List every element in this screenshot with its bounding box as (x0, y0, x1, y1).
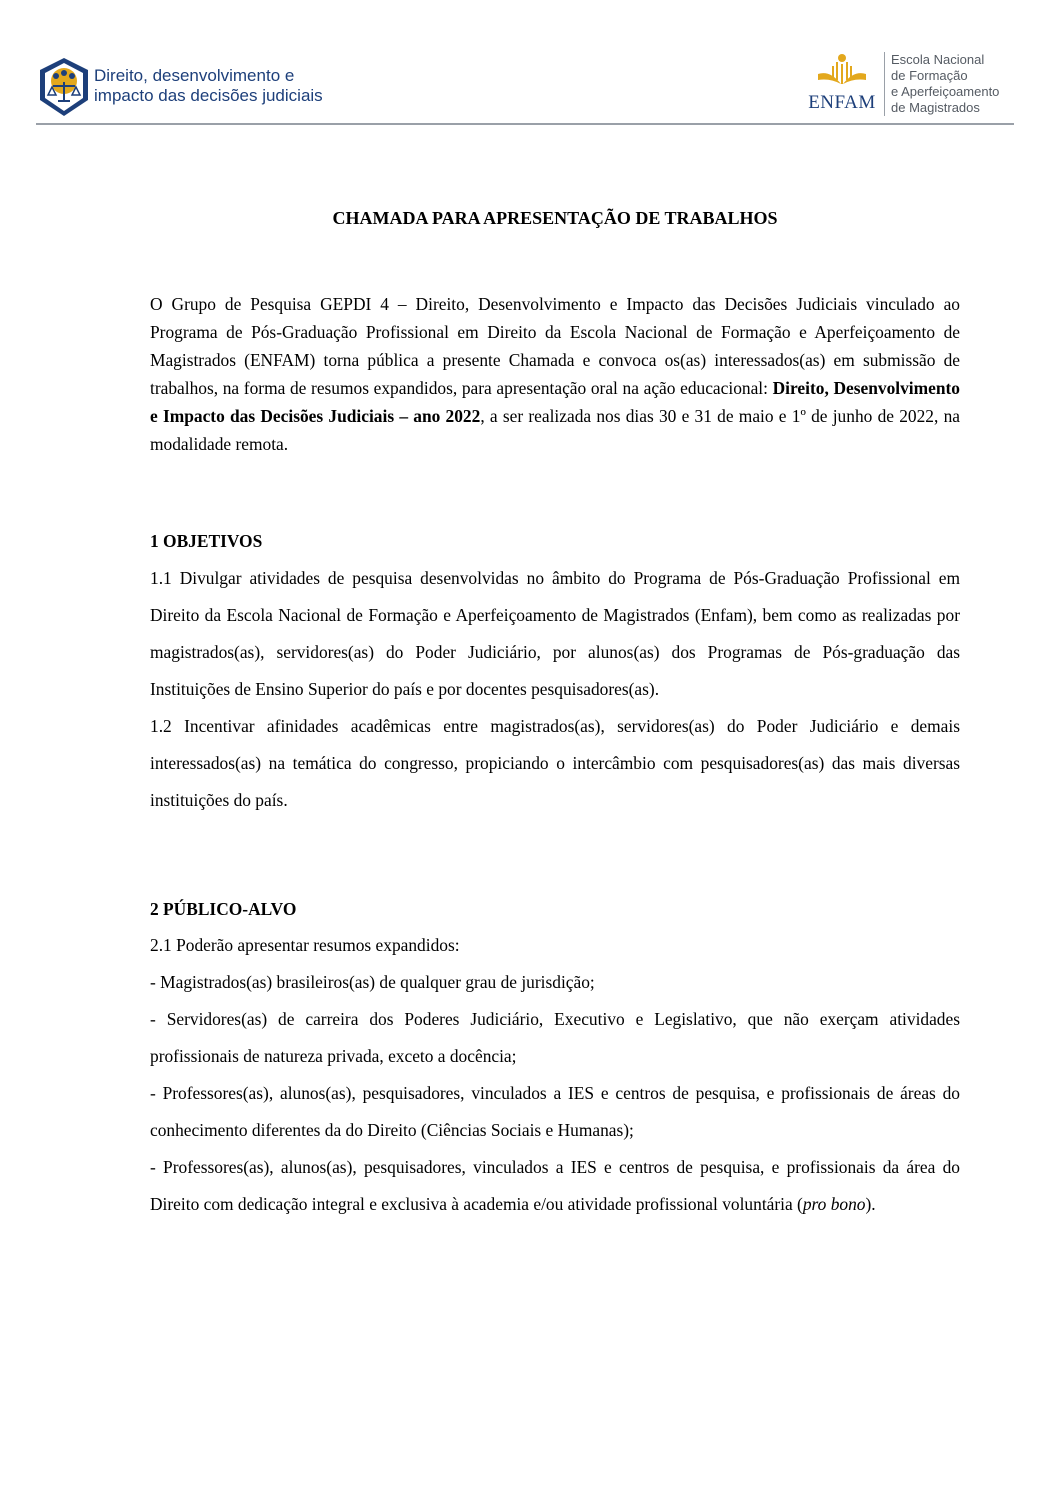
audience-item-law-area (150, 1149, 960, 1223)
enfam-text-line-4: de Magistrados (891, 100, 980, 115)
audience-item-magistrates: - Magistrados(as) brasileiros(as) de qualquer grau de jurisdição; (150, 972, 595, 992)
document-title: CHAMADA PARA APRESENTAÇÃO DE TRABALHOS (332, 208, 778, 228)
enfam-wordmark: ENFAM (808, 92, 876, 113)
section-2-body (150, 927, 960, 1223)
header-divider (36, 123, 1014, 125)
enfam-text-line-2: de Formação (891, 68, 968, 83)
objective-1-2: 1.2 Incentivar afinidades acadêmicas entre magistrados(as), servidores(as) do Poder Judiciário e demais interessados(as) na temática do congresso, propiciando o intercâmbio com pesquisadores(as) das mais diversas instituições do país. (150, 716, 960, 810)
audience-item-other-areas: - Professores(as), alunos(as), pesquisadores, vinculados a IES e centros de pesquisa, e profissionais de áreas do conhecimento diferentes da do Direito (Ciências Sociais e Humanas); (150, 1083, 960, 1140)
intro-text-start: O Grupo de Pesquisa GEPDI 4 – Direito, Desenvolvimento e Impacto das Decisões Judiciais vinculado ao Programa de Pós-Graduação Profissional em Direito da Escola Nacional de Formação e Aperfeiçoamento de Magistrados (ENFAM) torna pública a presente Chamada e convoca os(as) interessados(as) em submissão de trabalhos, na forma de resumos expandidos, para apresentação oral na ação educacional: (150, 294, 960, 398)
enfam-logo (806, 52, 878, 120)
pro-bono-term: pro bono (802, 1194, 866, 1214)
audience-law-text: - Professores(as), alunos(as), pesquisadores, vinculados a IES e centros de pesquisa, e profissionais da área do Direito com dedicação integral e exclusiva à academia e/ou atividade profissional voluntária ( (150, 1157, 960, 1214)
audience-intro: 2.1 Poderão apresentar resumos expandidos: (150, 935, 460, 955)
gepdi-logo-line-1: Direito, desenvolvimento e (94, 66, 295, 85)
page-header (36, 50, 1014, 125)
intro-paragraph (150, 290, 960, 458)
audience-item-servants: - Servidores(as) de carreira dos Poderes Judiciário, Executivo e Legislativo, que não exerçam atividades profissionais de natureza privada, exceto a docência; (150, 1009, 960, 1066)
audience-law-close: ). (865, 1194, 876, 1214)
gepdi-logo-line-2: impacto das decisões judiciais (94, 86, 323, 105)
objective-1-1: 1.1 Divulgar atividades de pesquisa desenvolvidas no âmbito do Programa de Pós-Graduação Profissional em Direito da Escola Nacional de Formação e Aperfeiçoamento de Magistrados (Enfam), bem como as realizadas por magistrados(as), servidores(as) do Poder Judiciário, por alunos(as) dos Programas de Pós-graduação das Instituições de Ensino Superior do país e por docentes pesquisadores(as). (150, 568, 960, 699)
section-2-heading: 2 PÚBLICO-ALVO (150, 899, 297, 919)
open-book-icon (812, 52, 872, 92)
logo-divider (884, 52, 885, 116)
enfam-text-line-1: Escola Nacional (891, 52, 985, 67)
gepdi-logo (36, 56, 92, 118)
intro-text-end: , a ser realizada nos dias 30 e 31 de maio e 1º de junho de 2022, na modalidade remota. (150, 406, 960, 454)
enfam-logo-text (891, 52, 999, 116)
scales-badge-icon (36, 56, 92, 118)
gepdi-logo-text (94, 66, 323, 106)
enfam-text-line-3: e Aperfeiçoamento (891, 84, 1000, 99)
section-1-body (150, 560, 960, 819)
event-name: Direito, Desenvolvimento e Impacto das Decisões Judiciais – ano 2022 (150, 378, 961, 426)
section-1-heading: 1 OBJETIVOS (150, 531, 263, 551)
